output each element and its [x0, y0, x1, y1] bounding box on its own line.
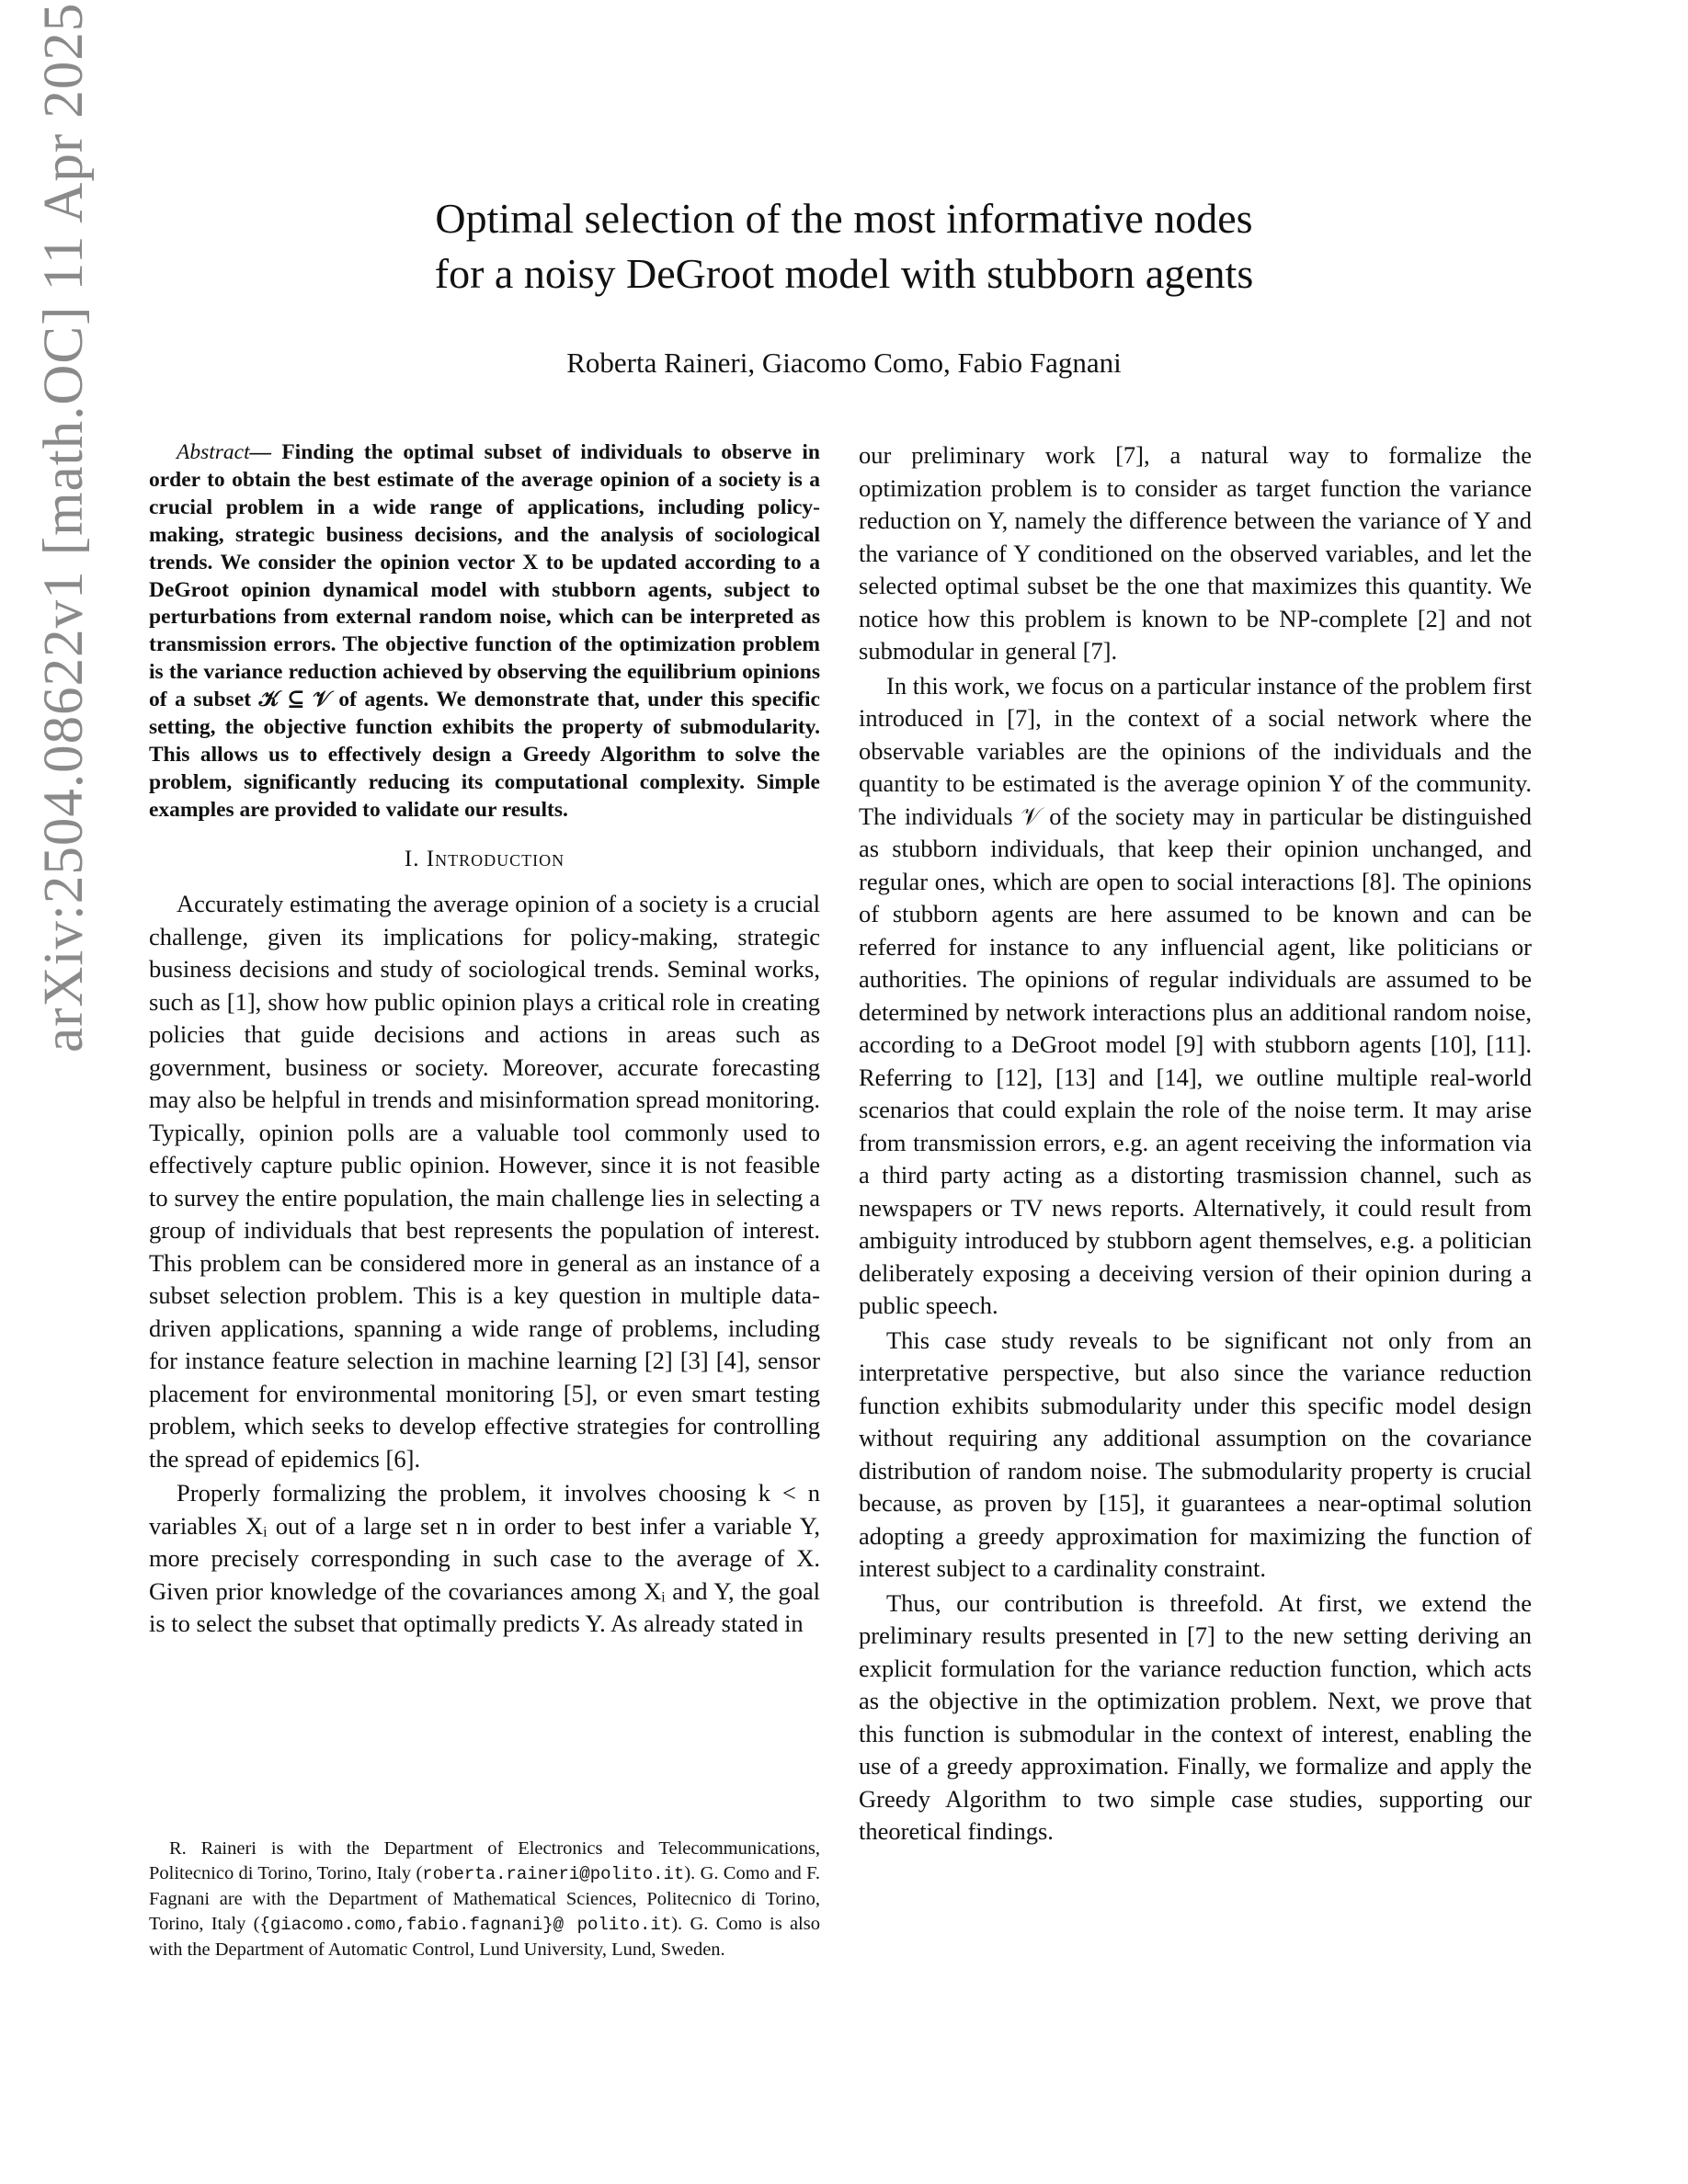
title-line-2: for a noisy DeGroot model with stubborn agents [434, 250, 1254, 297]
footnote-text: R. Raineri is with the Department of Electronics and Telecommunications, Politecnico di Torino, Torino, Italy ( [149, 1838, 820, 1883]
arxiv-identifier: arXiv:2504.08622v1 [math.OC] 11 Apr 2025 [33, 2, 95, 1052]
paragraph: This case study reveals to be significant not only from an interpretative perspective, but also since the variance reduction function exhibits submodularity under this specific model design without requiring any additional assumption on the covariance distribution of random noise. The submodularity property is crucial because, as proven by [15], it guarantees a near-optimal solution adopting a greedy approximation for maximizing the function of interest subject to a cardinality constraint. [859, 1325, 1532, 1582]
email-link[interactable]: {giacomo.como,fabio.fagnani}@ polito.it [259, 1915, 672, 1935]
author-list: Roberta Raineri, Giacomo Como, Fabio Fagnani [566, 347, 1122, 379]
paragraph: In this work, we focus on a particular instance of the problem first introduced in [7], in the context of a social network where the observable variables are the opinions of the individuals and the quantity to be estimated is the average opinion Y of the community. The individuals 𝒱 of the society may in particular be distinguished as stubborn individuals, that keep their opinion unchanged, and regular ones, which are open to social interactions [8]. The opinions of stubborn agents are here assumed to be known and can be referred for instance to any influencial agent, like politicians or authorities. The opinions of regular individuals are assumed to be determined by network interactions plus an additional random noise, according to a DeGroot model [9] with stubborn agents [10], [11]. Referring to [12], [13] and [14], we outline multiple real-world scenarios that could explain the role of the noise term. It may arise from transmission errors, e.g. an agent receiving the information via a third party acting as a distorting trasmission channel, such as newspapers or TV news reports. Alternatively, it could result from ambiguity introduced by stubborn agent themselves, e.g. a politician deliberately exposing a deceiving version of their opinion during a public speech. [859, 671, 1532, 1319]
paragraph: Properly formalizing the problem, it involves choosing k < n variables Xᵢ out of a large set n in order to best infer a variable Y, more precisely corresponding in such case to the average of X. Given prior knowledge of the covariances among Xᵢ and Y, the goal is to select the subset that optimally predicts Y. As already stated in [149, 1479, 820, 1638]
section-number: I. [404, 846, 420, 871]
paper-title [221, 191, 1467, 301]
affiliation-note [149, 1837, 820, 1962]
section-title: Introduction [426, 846, 565, 871]
footnote-text: ). G. Como and F. Fagnani are with the Department of Mathematical Sciences, Politecnico di Torino, Torino, Italy ( [149, 1863, 820, 1934]
abstract-label: Abstract [177, 440, 250, 464]
title-line-1: Optimal selection of the most informative nodes [435, 195, 1253, 242]
paragraph: Accurately estimating the average opinion of a society is a crucial challenge, given its implications for policy-making, strategic business decisions and study of sociological trends. Seminal works, such as [1], show how public opinion plays a critical role in creating policies that guide decisions and actions in areas such as government, business or society. Moreover, accurate forecasting may also be helpful in trends and misinformation spread monitoring. Typically, opinion polls are a valuable tool commonly used to effectively capture public opinion. However, since it is not feasible to survey the entire population, the main challenge lies in selecting a group of individuals that best represents the population of interest. This problem can be considered more in general as an instance of a subset selection problem. This is a key question in multiple data-driven applications, spanning a wide range of problems, including for instance feature selection in machine learning [2] [3] [4], sensor placement for environmental monitoring [5], or even smart testing problem, which seeks to develop effective strategies for controlling the spread of epidemics [6]. [149, 890, 820, 1473]
right-column [859, 439, 1532, 1848]
paragraph: our preliminary work [7], a natural way to formalize the optimization problem is to consider as target function the variance reduction on Y, namely the difference between the variance of Y and the variance of Y conditioned on the observed variables, and let the selected optimal subset be the one that maximizes this quantity. We notice how this problem is known to be NP-complete [2] and not submodular in general [7]. [859, 441, 1532, 665]
footnote [149, 1837, 820, 1962]
section-heading [149, 843, 820, 876]
left-column [149, 439, 820, 1641]
abstract [149, 439, 820, 825]
footnote-text: ). G. Como is also with the Department of Automatic Control, Lund University, Lund, Sweden. [149, 1914, 820, 1960]
abstract-dash: — [249, 440, 272, 464]
email-link[interactable]: roberta.raineri@polito.it [422, 1864, 685, 1884]
abstract-text: Finding the optimal subset of individuals to observe in order to obtain the best estimate of the average opinion of a society is a crucial problem in a wide range of applications, including policy-making, strategic business decisions, and the analysis of sociological trends. We consider the opinion vector X to be updated according to a DeGroot opinion dynamical model with stubborn agents, subject to perturbations from external random noise, which can be interpreted as transmission errors. The objective function of the optimization problem is the variance reduction achieved by observing the equilibrium opinions of a subset 𝒦 ⊆ 𝒱 of agents. We demonstrate that, under this specific setting, the objective function exhibits the property of submodularity. This allows us to effectively design a Greedy Algorithm to solve the problem, significantly reducing its computational complexity. Simple examples are provided to validate our results. [149, 440, 820, 822]
paragraph: Thus, our contribution is threefold. At first, we extend the preliminary results presented in [7] to the new setting deriving an explicit formulation for the variance reduction function, which acts as the objective in the optimization problem. Next, we prove that this function is submodular in the context of interest, enabling the use of a greedy approximation. Finally, we formalize and apply the Greedy Algorithm to two simple case studies, supporting our theoretical findings. [859, 1588, 1532, 1845]
